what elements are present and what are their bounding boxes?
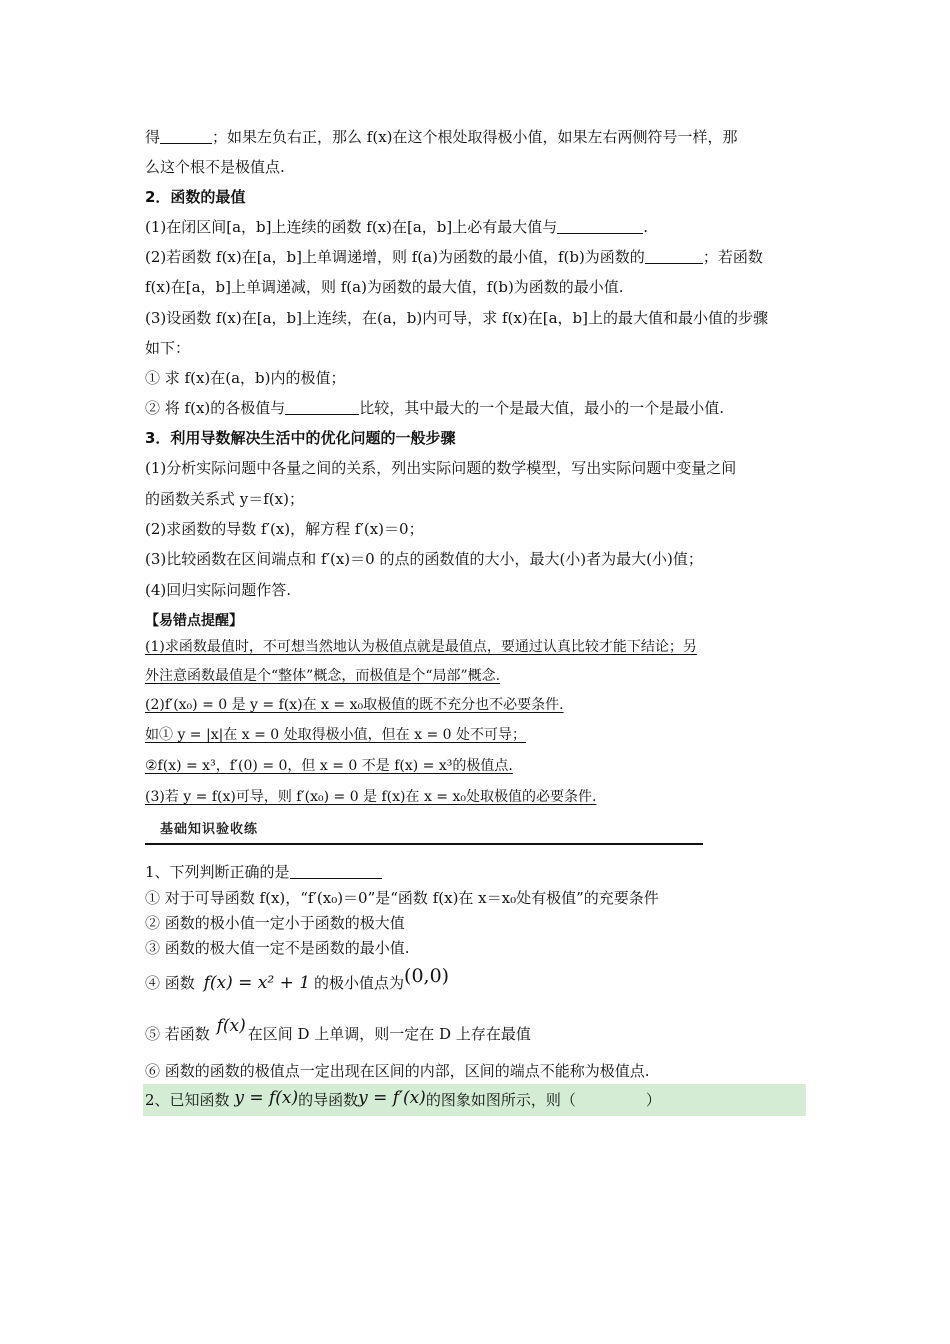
answer-blank <box>557 217 643 234</box>
text-fragment: ；如果左负右正，那么 f(x)在这个根处取得极小值，如果左右两侧符号一样，那 <box>212 128 738 146</box>
question-stem <box>145 1090 661 1110</box>
question-option <box>145 965 450 993</box>
text-line: 的函数关系式 y＝f(x)； <box>145 490 304 508</box>
text-fragment: ；若函数 <box>702 248 763 266</box>
text-fragment: ） <box>645 1091 661 1109</box>
math-expression: f(x) = x² + 1 <box>203 973 311 993</box>
text-line: ① 求 f(x)在(a，b)内的极值； <box>145 369 346 387</box>
text-line: (3)比较函数在区间端点和 f′(x)＝0 的点的函数值的大小，最大(小)者为最大(小)值； <box>145 550 703 568</box>
text-fragment: 的导函数 <box>298 1091 359 1109</box>
text-fragment: ⑤ 若函数 <box>145 1025 210 1043</box>
text-line <box>145 247 763 267</box>
text-fragment: 的极小值点为 <box>314 974 405 992</box>
text-fragment: 在区间 D 上单调，则一定在 D 上存在最值 <box>247 1025 531 1043</box>
tip-line: (2)f′(x₀) = 0 是 y = f(x)在 x = x₀取极值的既不充分也不必要条件. <box>145 697 564 713</box>
text-line <box>145 127 738 147</box>
tips-title: 【易错点提醒】 <box>145 613 243 629</box>
text-fragment: 得 <box>145 128 161 146</box>
question-option <box>145 1016 531 1044</box>
text-line: 如下： <box>145 339 191 357</box>
text-line: 么这个根不是极值点. <box>145 158 285 176</box>
question-option: ③ 函数的极大值一定不是函数的最小值. <box>145 939 410 957</box>
section-divider <box>145 843 703 845</box>
text-fragment: ② 将 f(x)的各极值与 <box>145 399 286 417</box>
section-label: 基础知识验收练 <box>160 822 259 837</box>
text-fragment: (1)在闭区间[a，b]上连续的函数 f(x)在[a，b]上必有最大值与 <box>145 218 558 236</box>
question-stem <box>145 862 382 882</box>
text-line: (4)回归实际问题作答. <box>145 581 292 599</box>
tip-line: ②f(x) = x³，f′(0) = 0，但 x = 0 不是 f(x) = x³的极值点. <box>145 758 513 774</box>
math-expression: f(x) <box>216 1016 246 1036</box>
tip-line: (3)若 y = f(x)可导，则 f′(x₀) = 0 是 f(x)在 x = x₀处取极值的必要条件. <box>145 789 597 805</box>
text-fragment: ④ 函数 <box>145 974 195 992</box>
math-expression: y = f(x) <box>234 1088 299 1108</box>
text-fragment: 的图象如图所示，则（ <box>425 1091 576 1109</box>
text-fragment: 1、下列判断正确的是 <box>145 863 290 881</box>
text-line: (3)设函数 f(x)在[a，b]上连续，在(a，b)内可导，求 f(x)在[a，b]上的最大值和最小值的步骤 <box>145 309 768 327</box>
answer-blank <box>285 398 359 415</box>
text-line <box>145 398 724 418</box>
tip-line: 外注意函数最值是个“整体”概念，而极值是个“局部”概念. <box>145 668 501 684</box>
math-expression: (0,0) <box>404 965 450 987</box>
section-heading: 2．函数的最值 <box>145 188 246 206</box>
question-option: ⑥ 函数的函数的极值点一定出现在区间的内部，区间的端点不能称为极值点. <box>145 1062 650 1080</box>
math-expression: y = f′(x) <box>358 1088 426 1108</box>
text-fragment: 比较，其中最大的一个是最大值，最小的一个是最小值. <box>359 399 725 417</box>
text-line: f(x)在[a，b]上单调递减，则 f(a)为函数的最大值，f(b)为函数的最小值. <box>145 278 624 296</box>
answer-blank <box>645 247 703 264</box>
text-line: (1)分析实际问题中各量之间的关系，列出实际问题的数学模型，写出实际问题中变量之间 <box>145 459 737 477</box>
tip-line: (1)求函数最值时，不可想当然地认为极值点就是最值点，要通过认真比较才能下结论；另 <box>145 639 697 655</box>
tip-line: 如① y = |x|在 x = 0 处取得极小值，但在 x = 0 处不可导； <box>145 727 526 743</box>
question-option: ② 函数的极小值一定小于函数的极大值 <box>145 914 405 932</box>
text-fragment: . <box>643 218 649 236</box>
text-line <box>145 217 648 237</box>
text-line: (2)求函数的导数 f′(x)，解方程 f′(x)＝0； <box>145 520 424 538</box>
answer-blank <box>290 862 382 879</box>
text-fragment: (2)若函数 f(x)在[a，b]上单调递增，则 f(a)为函数的最小值，f(b)为函数的 <box>145 248 645 266</box>
text-fragment: 2、已知函数 <box>145 1091 230 1109</box>
answer-blank <box>160 127 212 144</box>
section-heading: 3．利用导数解决生活中的优化问题的一般步骤 <box>145 429 456 447</box>
question-option: ① 对于可导函数 f(x)，“f′(x₀)＝0”是“函数 f(x)在 x＝x₀处有极值”的充要条件 <box>145 889 659 907</box>
